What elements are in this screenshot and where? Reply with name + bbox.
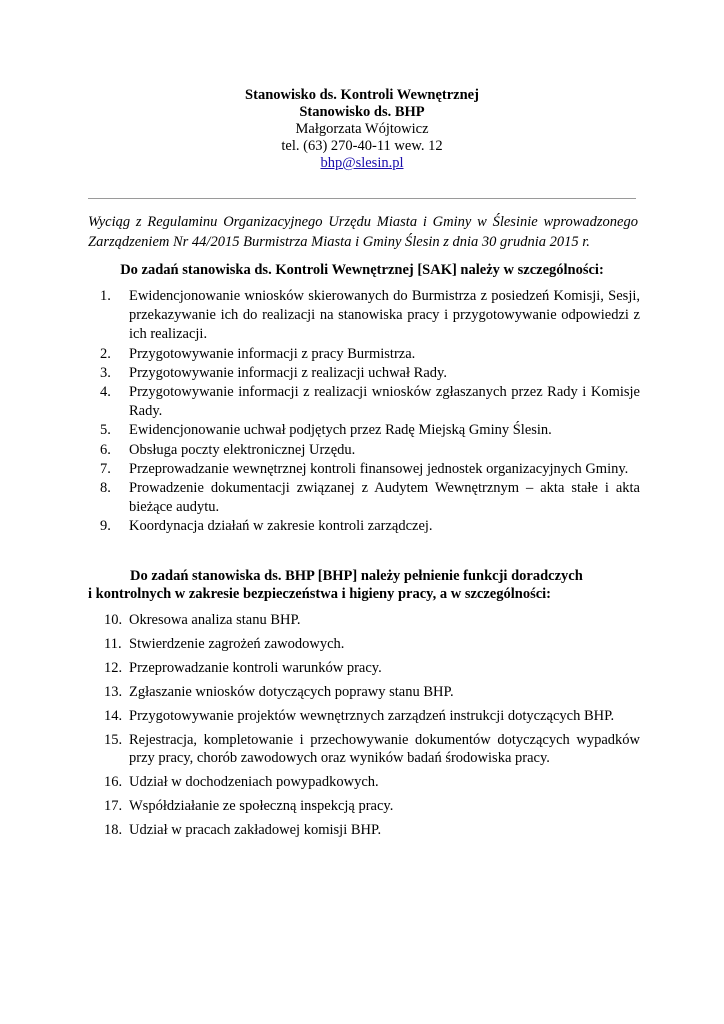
item-text: Prowadzenie dokumentacji związanej z Audytem Wewnętrznym – akta stałe i akta bieżące audytu. [129, 480, 640, 516]
item-number: 3. [100, 364, 111, 381]
item-number: 18. [104, 822, 123, 838]
item-text: Udział w dochodzeniach powypadkowych. [129, 774, 379, 790]
item-text: Stwierdzenie zagrożeń zawodowych. [129, 636, 345, 652]
sak-duties-heading: Do zadań stanowiska ds. Kontroli Wewnętrznej [SAK] należy w szczególności: [120, 262, 604, 278]
list-item [100, 421, 640, 440]
position-title-internal-control: Stanowisko ds. Kontroli Wewnętrznej [245, 87, 479, 103]
item-text: Przygotowywanie informacji z realizacji uchwał Rady. [129, 364, 447, 381]
item-number: 10. [104, 612, 123, 628]
bhp-duties-list [104, 611, 640, 845]
horizontal-divider [88, 198, 636, 199]
item-text: Przygotowywanie projektów wewnętrznych zarządzeń instrukcji dotyczących BHP. [129, 708, 615, 724]
list-item [104, 773, 640, 791]
item-text: Okresowa analiza stanu BHP. [129, 612, 301, 628]
item-text: Ewidencjonowanie uchwał podjętych przez Radę Miejską Gminy Ślesin. [129, 422, 552, 439]
item-number: 8. [100, 480, 111, 497]
list-item [104, 611, 640, 629]
item-number: 9. [100, 518, 111, 535]
list-item [104, 659, 640, 677]
item-number: 4. [100, 384, 111, 401]
list-item [100, 441, 640, 460]
sak-duties-list [100, 287, 640, 537]
list-item [104, 683, 640, 701]
item-number: 11. [104, 636, 122, 652]
contact-header [0, 87, 724, 172]
item-number: 6. [100, 441, 111, 458]
regulation-extract: Wyciąg z Regulaminu Organizacyjnego Urzędu Miasta i Gminy w Ślesinie wprowadzonego Zarządzeniem Nr 44/2015 Burmistrza Miasta i Gminy Ślesin z dnia 30 grudnia 2015 r. [88, 214, 638, 250]
item-number: 7. [100, 460, 111, 477]
item-text: Obsługa poczty elektronicznej Urzędu. [129, 441, 356, 458]
item-text: Przeprowadzanie kontroli warunków pracy. [129, 660, 382, 676]
item-text: Przygotowywanie informacji z pracy Burmistrza. [129, 345, 416, 362]
list-item [100, 460, 640, 479]
bhp-heading-line2: i kontrolnych w zakresie bezpieczeństwa i higieny pracy, a w szczególności: [88, 586, 552, 602]
list-item [100, 517, 640, 536]
list-item [104, 707, 640, 725]
item-number: 13. [104, 684, 123, 700]
item-number: 5. [100, 422, 111, 439]
item-text: Zgłaszanie wniosków dotyczących poprawy stanu BHP. [129, 684, 454, 700]
list-item [100, 383, 640, 421]
email-link[interactable]: bhp@slesin.pl [320, 155, 404, 171]
list-item [100, 345, 640, 364]
list-item [104, 821, 640, 839]
list-item [100, 479, 640, 517]
item-text: Przeprowadzanie wewnętrznej kontroli finansowej jednostek organizacyjnych Gminy. [129, 460, 629, 477]
item-number: 16. [104, 774, 123, 790]
person-name: Małgorzata Wójtowicz [295, 121, 429, 137]
list-item [100, 287, 640, 345]
item-text: Rejestracja, kompletowanie i przechowywanie dokumentów dotyczących wypadków przy pracy, chorób zawodowych oraz wyników badań środowiska pracy. [129, 732, 640, 766]
item-number: 1. [100, 288, 111, 304]
position-title-bhp: Stanowisko ds. BHP [299, 104, 425, 120]
list-item [104, 731, 640, 767]
bhp-duties-heading [88, 567, 640, 603]
item-text: Współdziałanie ze społeczną inspekcją pracy. [129, 798, 394, 814]
list-item [104, 797, 640, 815]
phone-number: tel. (63) 270-40-11 wew. 12 [281, 138, 443, 154]
item-number: 12. [104, 660, 123, 676]
item-text: Udział w pracach zakładowej komisji BHP. [129, 822, 382, 838]
list-item [100, 364, 640, 383]
bhp-heading-line1: Do zadań stanowiska ds. BHP [BHP] należy pełnienie funkcji doradczych [130, 568, 583, 584]
item-number: 15. [104, 732, 123, 748]
item-number: 14. [104, 708, 123, 724]
item-text: Przygotowywanie informacji z realizacji wniosków zgłaszanych przez Rady i Komisje Rady. [129, 384, 640, 420]
item-text: Ewidencjonowanie wniosków skierowanych do Burmistrza z posiedzeń Komisji, Sesji, przekazywanie ich do realizacji na stanowiska pracy i przygotowywanie odpowiedzi z ich realizacji. [129, 288, 640, 343]
list-item [104, 635, 640, 653]
item-number: 2. [100, 345, 111, 362]
item-text: Koordynacja działań w zakresie kontroli zarządczej. [129, 518, 433, 535]
item-number: 17. [104, 798, 123, 814]
